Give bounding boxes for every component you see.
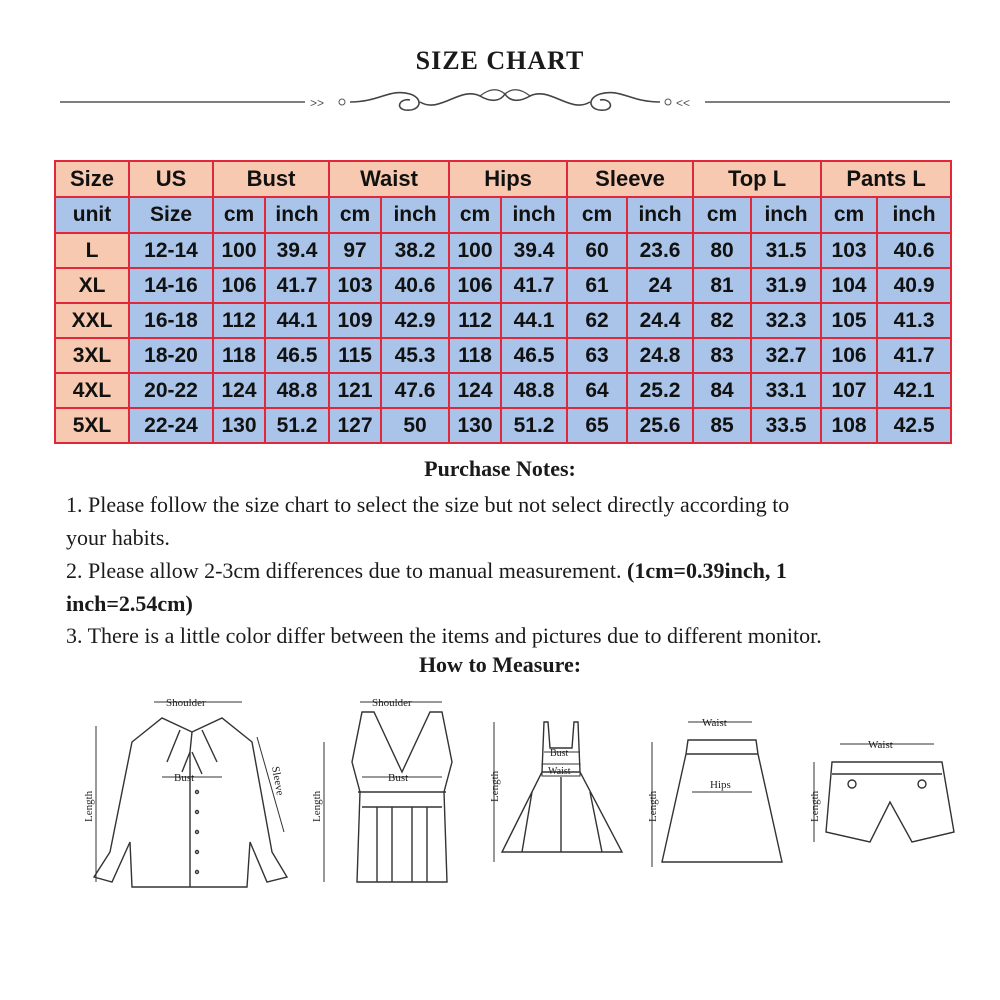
unit-cell: cm <box>213 197 265 233</box>
table-cell: 97 <box>329 233 381 268</box>
unit-cell: unit <box>55 197 129 233</box>
table-header-row <box>55 161 951 197</box>
table-cell: 105 <box>821 303 877 338</box>
table-cell: 112 <box>213 303 265 338</box>
table-cell: 108 <box>821 408 877 443</box>
note-1-line-1: 1. Please follow the size chart to select the size but not select directly according to <box>66 492 790 517</box>
table-cell: 85 <box>693 408 751 443</box>
label-waist-5: Waist <box>868 739 893 751</box>
header-cell: Waist <box>329 161 449 197</box>
note-2-conversion-cont: inch=2.54cm) <box>66 591 193 616</box>
table-cell: 80 <box>693 233 751 268</box>
table-cell: 100 <box>449 233 501 268</box>
table-row <box>55 408 951 443</box>
table-cell: 61 <box>567 268 627 303</box>
ornamental-divider <box>60 84 950 124</box>
table-cell: 38.2 <box>381 233 449 268</box>
size-table <box>54 160 952 444</box>
size-label-cell: 5XL <box>55 408 129 443</box>
table-cell: 84 <box>693 373 751 408</box>
header-cell: Bust <box>213 161 329 197</box>
table-cell: 100 <box>213 233 265 268</box>
table-cell: 118 <box>213 338 265 373</box>
header-cell: Hips <box>449 161 567 197</box>
unit-cell: inch <box>501 197 567 233</box>
unit-cell: cm <box>449 197 501 233</box>
table-cell: 32.7 <box>751 338 821 373</box>
unit-cell: cm <box>821 197 877 233</box>
table-row <box>55 338 951 373</box>
unit-cell: inch <box>381 197 449 233</box>
note-2-text: 2. Please allow 2-3cm differences due to manual measurement. <box>66 558 628 583</box>
table-cell: 31.5 <box>751 233 821 268</box>
unit-cell: inch <box>265 197 329 233</box>
table-cell: 103 <box>329 268 381 303</box>
table-cell: 25.2 <box>627 373 693 408</box>
table-row <box>55 303 951 338</box>
table-cell: 39.4 <box>501 233 567 268</box>
dress-diagram <box>489 722 622 862</box>
table-cell: 42.1 <box>877 373 951 408</box>
table-cell: 31.9 <box>751 268 821 303</box>
table-cell: 41.7 <box>501 268 567 303</box>
table-cell: 81 <box>693 268 751 303</box>
table-cell: 41.3 <box>877 303 951 338</box>
table-cell: 33.1 <box>751 373 821 408</box>
table-cell: 104 <box>821 268 877 303</box>
tank-top-diagram <box>311 697 452 882</box>
table-cell: 115 <box>329 338 381 373</box>
table-cell: 41.7 <box>877 338 951 373</box>
table-cell: 32.3 <box>751 303 821 338</box>
table-cell: 130 <box>213 408 265 443</box>
table-cell: 60 <box>567 233 627 268</box>
label-hips: Hips <box>710 779 731 791</box>
table-cell: 106 <box>213 268 265 303</box>
table-row <box>55 373 951 408</box>
table-cell: 40.9 <box>877 268 951 303</box>
purchase-notes-heading: Purchase Notes: <box>424 456 576 481</box>
table-cell: 24.8 <box>627 338 693 373</box>
note-2-line-1 <box>66 554 966 587</box>
unit-cell: inch <box>751 197 821 233</box>
table-row <box>55 233 951 268</box>
blouse-diagram <box>83 697 287 887</box>
table-cell: 62 <box>567 303 627 338</box>
table-cell: 50 <box>381 408 449 443</box>
label-length-4: Length <box>647 790 659 822</box>
table-cell: 42.9 <box>381 303 449 338</box>
table-cell: 112 <box>449 303 501 338</box>
table-cell: 64 <box>567 373 627 408</box>
table-cell: 20-22 <box>129 373 213 408</box>
table-cell: 82 <box>693 303 751 338</box>
table-cell: 40.6 <box>381 268 449 303</box>
label-waist-3: Waist <box>548 766 571 777</box>
note-1-line-2: your habits. <box>66 525 170 550</box>
unit-cell: cm <box>567 197 627 233</box>
header-cell: Size <box>55 161 129 197</box>
note-2-conversion: (1cm=0.39inch, 1 <box>627 558 787 583</box>
note-2-line-2 <box>66 587 966 620</box>
table-cell: 107 <box>821 373 877 408</box>
header-cell: Pants L <box>821 161 951 197</box>
table-cell: 46.5 <box>265 338 329 373</box>
table-cell: 33.5 <box>751 408 821 443</box>
table-cell: 103 <box>821 233 877 268</box>
skirt-diagram <box>647 717 782 867</box>
unit-cell: cm <box>329 197 381 233</box>
label-length-1: Length <box>83 790 95 822</box>
measurement-diagrams <box>62 682 962 912</box>
header-cell: Sleeve <box>567 161 693 197</box>
divider-right-mark: << <box>676 96 691 110</box>
table-cell: 121 <box>329 373 381 408</box>
table-cell: 48.8 <box>265 373 329 408</box>
table-cell: 42.5 <box>877 408 951 443</box>
unit-cell: inch <box>627 197 693 233</box>
unit-cell: inch <box>877 197 951 233</box>
label-bust-1: Bust <box>174 772 195 784</box>
table-cell: 106 <box>821 338 877 373</box>
table-cell: 14-16 <box>129 268 213 303</box>
table-cell: 41.7 <box>265 268 329 303</box>
table-cell: 18-20 <box>129 338 213 373</box>
size-label-cell: 3XL <box>55 338 129 373</box>
size-label-cell: XL <box>55 268 129 303</box>
unit-cell: cm <box>693 197 751 233</box>
table-cell: 124 <box>213 373 265 408</box>
shorts-diagram <box>809 739 954 842</box>
table-cell: 23.6 <box>627 233 693 268</box>
table-cell: 124 <box>449 373 501 408</box>
label-bust-2: Bust <box>388 772 409 784</box>
table-cell: 63 <box>567 338 627 373</box>
size-label-cell: XXL <box>55 303 129 338</box>
table-cell: 109 <box>329 303 381 338</box>
label-waist-4: Waist <box>702 717 727 729</box>
table-cell: 12-14 <box>129 233 213 268</box>
size-chart-title: SIZE CHART <box>415 46 585 75</box>
label-shoulder-2: Shoulder <box>372 697 412 709</box>
table-cell: 106 <box>449 268 501 303</box>
label-shoulder-1: Shoulder <box>166 697 206 709</box>
note-3: 3. There is a little color differ between the items and pictures due to different monitor. <box>66 623 822 648</box>
table-cell: 46.5 <box>501 338 567 373</box>
label-length-5: Length <box>809 790 821 822</box>
table-cell: 127 <box>329 408 381 443</box>
header-cell: Top L <box>693 161 821 197</box>
table-cell: 24.4 <box>627 303 693 338</box>
how-to-measure-heading: How to Measure: <box>418 652 582 677</box>
size-label-cell: 4XL <box>55 373 129 408</box>
size-rows <box>55 233 951 443</box>
table-cell: 45.3 <box>381 338 449 373</box>
table-cell: 51.2 <box>501 408 567 443</box>
label-bust-3: Bust <box>550 748 569 759</box>
table-cell: 22-24 <box>129 408 213 443</box>
table-cell: 16-18 <box>129 303 213 338</box>
header-cell: US <box>129 161 213 197</box>
label-length-3: Length <box>489 770 501 802</box>
table-cell: 24 <box>627 268 693 303</box>
label-sleeve: Sleeve <box>269 765 286 797</box>
divider-left-mark: >> <box>310 96 325 110</box>
table-cell: 51.2 <box>265 408 329 443</box>
table-row <box>55 268 951 303</box>
table-cell: 47.6 <box>381 373 449 408</box>
table-cell: 44.1 <box>265 303 329 338</box>
unit-cell: Size <box>129 197 213 233</box>
table-cell: 118 <box>449 338 501 373</box>
table-cell: 65 <box>567 408 627 443</box>
table-cell: 48.8 <box>501 373 567 408</box>
size-label-cell: L <box>55 233 129 268</box>
label-length-2: Length <box>311 790 323 822</box>
table-cell: 130 <box>449 408 501 443</box>
table-cell: 39.4 <box>265 233 329 268</box>
table-cell: 44.1 <box>501 303 567 338</box>
table-unit-row <box>55 197 951 233</box>
table-cell: 40.6 <box>877 233 951 268</box>
table-cell: 83 <box>693 338 751 373</box>
table-cell: 25.6 <box>627 408 693 443</box>
